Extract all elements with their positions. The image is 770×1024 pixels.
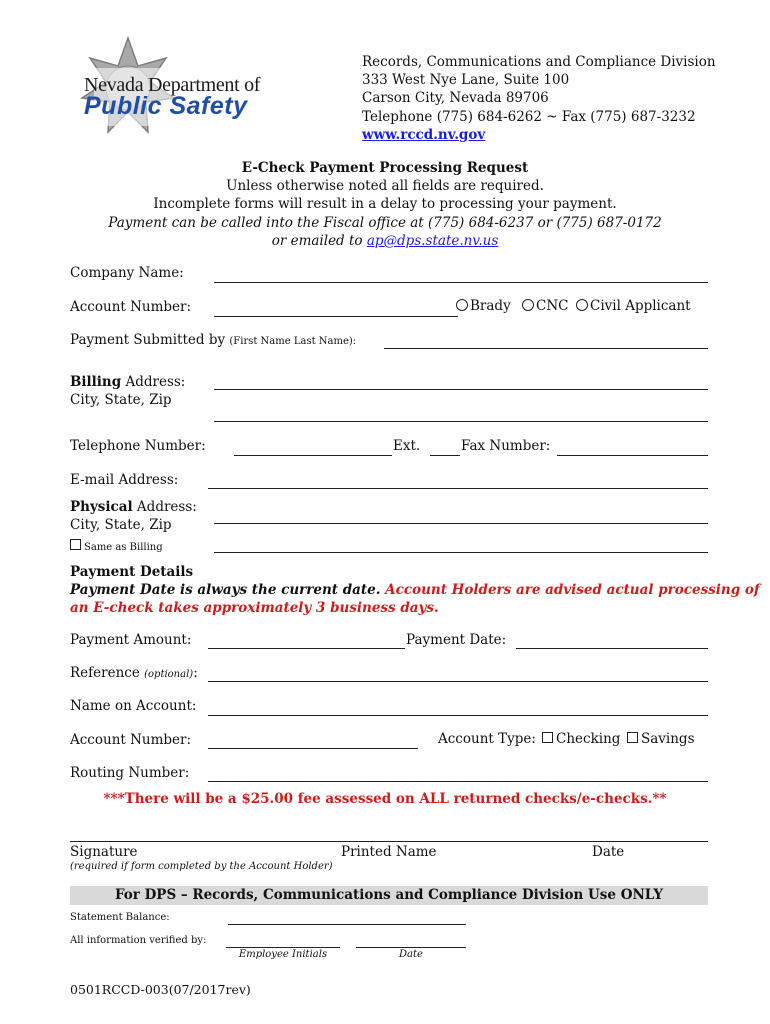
title-block — [0, 159, 770, 250]
email-link[interactable]: ap@dps.state.nv.us — [366, 232, 499, 249]
submitted-by-field[interactable] — [384, 348, 708, 349]
telephone-field[interactable] — [234, 455, 392, 456]
submitted-by-text: Payment Submitted by — [70, 332, 226, 348]
account-number-field[interactable] — [214, 316, 458, 317]
email-label: E-mail Address: — [70, 472, 179, 488]
website-link[interactable]: www.rccd.nv.gov — [362, 126, 486, 143]
name-on-account-label: Name on Account: — [70, 698, 197, 714]
email-field[interactable] — [208, 488, 708, 489]
routing-number-field[interactable] — [208, 781, 708, 782]
radio-brady-label: Brady — [470, 298, 511, 314]
account-number-label: Account Number: — [70, 299, 192, 315]
signature-line[interactable] — [70, 841, 708, 842]
reference-text: Reference — [70, 665, 145, 681]
routing-number-label: Routing Number: — [70, 765, 190, 781]
payment-details-heading: Payment Details — [70, 564, 194, 580]
radio-civil-label: Civil Applicant — [590, 298, 691, 314]
physical-address-label — [70, 498, 197, 534]
instruction-3: Payment can be called into the Fiscal office at (775) 684-6237 or (775) 687-0172 — [108, 214, 662, 231]
statement-balance-field[interactable] — [228, 924, 466, 925]
company-name-field[interactable] — [214, 282, 708, 283]
radio-cnc-label: CNC — [536, 298, 569, 314]
checking-checkbox[interactable] — [542, 731, 620, 747]
fax-field[interactable] — [557, 455, 708, 456]
submitted-by-hint: (First Name Last Name): — [229, 336, 357, 347]
reference-label — [70, 665, 198, 681]
reference-colon: : — [193, 665, 198, 681]
verified-date-label: Date — [399, 949, 423, 960]
bank-account-number-label: Account Number: — [70, 732, 192, 748]
billing-city-field[interactable] — [214, 421, 708, 422]
phone-fax: Telephone (775) 684-6262 ~ Fax (775) 687-3232 — [362, 108, 696, 125]
physical-city-field[interactable] — [214, 552, 708, 553]
instruction-4 — [0, 232, 770, 250]
radio-circle-icon — [456, 299, 468, 311]
statement-balance-label: Statement Balance: — [70, 912, 170, 923]
reference-field[interactable] — [208, 681, 708, 682]
payment-date-label: Payment Date: — [406, 632, 507, 648]
physical-bold: Physical — [70, 499, 133, 515]
fax-label: Fax Number: — [461, 438, 551, 454]
payment-amount-label: Payment Amount: — [70, 632, 192, 648]
radio-civil-applicant[interactable] — [576, 298, 691, 314]
fee-notice: ***There will be a $25.00 fee assessed on ALL returned checks/e-checks.** — [103, 791, 667, 807]
office-use-heading: For DPS – Records, Communications and Compliance Division Use ONLY — [70, 886, 708, 905]
company-name-label: Company Name: — [70, 265, 184, 281]
instruction-4-text: or emailed to — [271, 232, 367, 249]
physical-city-label: City, State, Zip — [70, 517, 172, 534]
bank-account-number-field[interactable] — [208, 748, 418, 749]
instruction-1: Unless otherwise noted all fields are required. — [226, 178, 544, 195]
checkbox-icon — [542, 732, 553, 743]
telephone-label: Telephone Number: — [70, 438, 206, 454]
employee-initials-label: Employee Initials — [238, 949, 328, 960]
payment-details-block — [70, 563, 760, 618]
printed-name-label: Printed Name — [341, 844, 437, 860]
name-on-account-field[interactable] — [208, 715, 708, 716]
ext-label: Ext. — [393, 438, 421, 454]
checkbox-icon — [627, 732, 638, 743]
form-number: 0501RCCD-003(07/2017rev) — [70, 982, 251, 997]
signature-date-label: Date — [592, 844, 625, 860]
logo-line2: Public Safety — [84, 92, 248, 120]
payment-amount-field[interactable] — [208, 648, 405, 649]
division-name: Records, Communications and Compliance Division — [362, 54, 716, 70]
checkbox-icon — [70, 539, 81, 550]
employee-initials-field[interactable] — [226, 947, 340, 948]
signature-note: (required if form completed by the Account Holder) — [70, 861, 333, 872]
savings-label: Savings — [641, 731, 695, 747]
reference-hint: (optional) — [144, 669, 194, 680]
account-type-label: Account Type: — [438, 731, 536, 747]
city-address: Carson City, Nevada 89706 — [362, 90, 549, 107]
savings-checkbox[interactable] — [627, 731, 695, 747]
payment-date-note: Payment Date is always the current date. — [70, 582, 386, 599]
signature-label: Signature — [70, 844, 138, 860]
street-address: 333 West Nye Lane, Suite 100 — [362, 72, 570, 89]
radio-circle-icon — [576, 299, 588, 311]
ext-field[interactable] — [430, 455, 460, 456]
billing-bold: Billing — [70, 374, 122, 390]
instruction-2: Incomplete forms will result in a delay to processing your payment. — [153, 196, 617, 213]
agency-address — [362, 53, 716, 144]
billing-address-field[interactable] — [214, 389, 708, 390]
form-title: E-Check Payment Processing Request — [241, 160, 529, 176]
same-as-billing-label: Same as Billing — [84, 542, 163, 553]
billing-city-label: City, State, Zip — [70, 392, 172, 409]
processing-note: Account Holders are advised actual processing of — [385, 582, 760, 599]
verified-by-label: All information verified by: — [70, 935, 207, 946]
payment-date-field[interactable] — [516, 648, 708, 649]
logo-line1: Nevada Department of — [84, 74, 261, 96]
dps-logo — [66, 36, 298, 146]
billing-address-label — [70, 373, 185, 409]
radio-brady[interactable] — [456, 298, 511, 314]
submitted-by-label — [70, 332, 356, 348]
processing-note-2: an E-check takes approximately 3 business days. — [70, 600, 439, 617]
radio-cnc[interactable] — [522, 298, 568, 314]
physical-address-field[interactable] — [214, 523, 708, 524]
radio-circle-icon — [522, 299, 534, 311]
physical-rest: Address: — [132, 499, 197, 515]
checking-label: Checking — [556, 731, 621, 747]
same-as-billing-checkbox[interactable] — [70, 539, 163, 553]
billing-rest: Address: — [121, 374, 186, 390]
verified-date-field[interactable] — [356, 947, 466, 948]
